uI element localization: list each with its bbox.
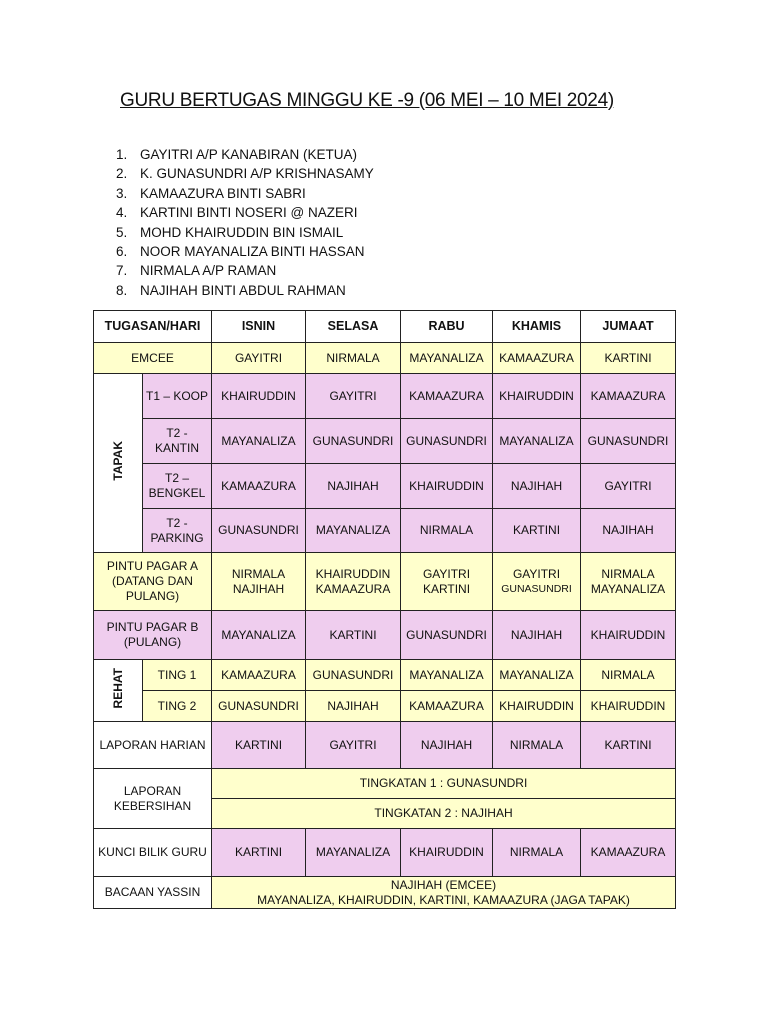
table-cell: MAYANALIZA	[306, 829, 401, 877]
table-cell: MAYANALIZA	[401, 660, 493, 691]
table-cell: KAMAAZURA	[401, 374, 493, 419]
table-row	[94, 829, 676, 877]
row-label: EMCEE	[94, 343, 212, 374]
table-row	[94, 722, 676, 769]
table-row	[94, 691, 676, 722]
table-cell: MAYANALIZA	[212, 419, 306, 464]
table-cell: KHAIRUDDIN	[581, 691, 676, 722]
header-day: JUMAAT	[581, 311, 676, 343]
table-cell: GUNASUNDRI	[401, 419, 493, 464]
table-cell: KAMAAZURA	[581, 374, 676, 419]
table-cell: GUNASUNDRI	[212, 691, 306, 722]
list-item: 8. NAJIHAH BINTI ABDUL RAHMAN	[116, 282, 346, 298]
table-cell: KARTINI	[581, 343, 676, 374]
row-label: T1 – KOOP	[143, 374, 212, 419]
table-cell: GAYITRI	[306, 374, 401, 419]
table-cell: GUNASUNDRI	[401, 611, 493, 660]
table-cell: NAJIHAH	[306, 691, 401, 722]
table-cell: NAJIHAH	[306, 464, 401, 509]
table-cell: MAYANALIZA	[212, 611, 306, 660]
row-label: T2 - KANTIN	[143, 419, 212, 464]
row-label: LAPORAN HARIAN	[94, 722, 212, 769]
table-row	[94, 660, 676, 691]
table-cell: KARTINI	[493, 509, 581, 553]
table-cell: NIRMALA	[401, 509, 493, 553]
table-cell: KHAIRUDDIN KAMAAZURA	[306, 553, 401, 611]
row-label: T2 - PARKING	[143, 509, 212, 553]
table-cell: NAJIHAH	[581, 509, 676, 553]
table-cell: NAJIHAH	[493, 611, 581, 660]
table-row	[94, 509, 676, 553]
header-day: ISNIN	[212, 311, 306, 343]
table-cell: KHAIRUDDIN	[401, 829, 493, 877]
row-label: BACAAN YASSIN	[94, 877, 212, 909]
header-day: SELASA	[306, 311, 401, 343]
table-cell: MAYANALIZA	[493, 419, 581, 464]
table-cell: NAJIHAH	[493, 464, 581, 509]
group-label-rehat: REHAT	[94, 660, 143, 722]
list-item: 3. KAMAAZURA BINTI SABRI	[116, 185, 306, 201]
table-cell: KHAIRUDDIN	[493, 691, 581, 722]
table-cell: KHAIRUDDIN	[493, 374, 581, 419]
table-cell: MAYANALIZA	[493, 660, 581, 691]
table-cell: KARTINI	[306, 611, 401, 660]
table-cell: KAMAAZURA	[581, 829, 676, 877]
table-cell: KHAIRUDDIN	[401, 464, 493, 509]
table-cell: NAJIHAH	[401, 722, 493, 769]
table-row	[94, 877, 676, 909]
table-cell: MAYANALIZA	[401, 343, 493, 374]
header-day: RABU	[401, 311, 493, 343]
table-cell: NIRMALA MAYANALIZA	[581, 553, 676, 611]
table-cell: GUNASUNDRI	[212, 509, 306, 553]
table-cell: KARTINI	[212, 722, 306, 769]
table-cell: TINGKATAN 2 : NAJIHAH	[212, 799, 676, 829]
table-cell: GAYITRI	[581, 464, 676, 509]
table-cell: KAMAAZURA	[212, 464, 306, 509]
list-item: 7. NIRMALA A/P RAMAN	[116, 263, 277, 279]
list-item: 5. MOHD KHAIRUDDIN BIN ISMAIL	[116, 224, 344, 240]
table-cell: KAMAAZURA	[493, 343, 581, 374]
list-item: 1. GAYITRI A/P KANABIRAN (KETUA)	[116, 147, 358, 162]
duty-schedule-table	[93, 310, 676, 909]
row-label: LAPORAN KEBERSIHAN	[94, 769, 212, 829]
table-row	[94, 553, 676, 611]
table-cell: GUNASUNDRI	[581, 419, 676, 464]
table-cell: GAYITRI KARTINI	[401, 553, 493, 611]
table-header-row	[94, 311, 676, 343]
table-row	[94, 419, 676, 464]
table-cell: KARTINI	[212, 829, 306, 877]
page-title: GURU BERTUGAS MINGGU KE -9 (06 MEI – 10 MEI 2024)	[120, 90, 614, 111]
table-cell: NIRMALA	[493, 829, 581, 877]
row-label: KUNCI BILIK GURU	[94, 829, 212, 877]
table-cell: GAYITRI	[212, 343, 306, 374]
teacher-list	[116, 145, 374, 300]
table-cell: NIRMALA NAJIHAH	[212, 553, 306, 611]
row-label: TING 2	[143, 691, 212, 722]
row-label: PINTU PAGAR B (PULANG)	[94, 611, 212, 660]
table-cell: KAMAAZURA	[401, 691, 493, 722]
table-cell: GUNASUNDRI	[306, 419, 401, 464]
header-task: TUGASAN/HARI	[94, 311, 212, 343]
table-cell: GAYITRI GUNASUNDRI	[493, 553, 581, 611]
table-cell: NIRMALA	[306, 343, 401, 374]
row-label: T2 – BENGKEL	[143, 464, 212, 509]
table-cell: GUNASUNDRI	[306, 660, 401, 691]
table-row	[94, 464, 676, 509]
table-cell: NIRMALA	[581, 660, 676, 691]
table-cell: KHAIRUDDIN	[581, 611, 676, 660]
table-row	[94, 611, 676, 660]
table-cell: NIRMALA	[493, 722, 581, 769]
table-row	[94, 374, 676, 419]
list-item: 2. K. GUNASUNDRI A/P KRISHNASAMY	[116, 166, 374, 182]
table-row	[94, 343, 676, 374]
list-item: 4. KARTINI BINTI NOSERI @ NAZERI	[116, 205, 358, 221]
group-label-tapak: TAPAK	[94, 374, 143, 553]
table-cell: NAJIHAH (EMCEE) MAYANALIZA, KHAIRUDDIN, KARTINI, KAMAAZURA (JAGA TAPAK)	[212, 877, 676, 909]
table-row	[94, 769, 676, 799]
row-label: TING 1	[143, 660, 212, 691]
table-cell: TINGKATAN 1 : GUNASUNDRI	[212, 769, 676, 799]
row-label: PINTU PAGAR A (DATANG DAN PULANG)	[94, 553, 212, 611]
table-cell: KAMAAZURA	[212, 660, 306, 691]
table-cell: KHAIRUDDIN	[212, 374, 306, 419]
table-cell: KARTINI	[581, 722, 676, 769]
table-cell: GAYITRI	[306, 722, 401, 769]
table-cell: MAYANALIZA	[306, 509, 401, 553]
list-item: 6. NOOR MAYANALIZA BINTI HASSAN	[116, 243, 365, 259]
header-day: KHAMIS	[493, 311, 581, 343]
